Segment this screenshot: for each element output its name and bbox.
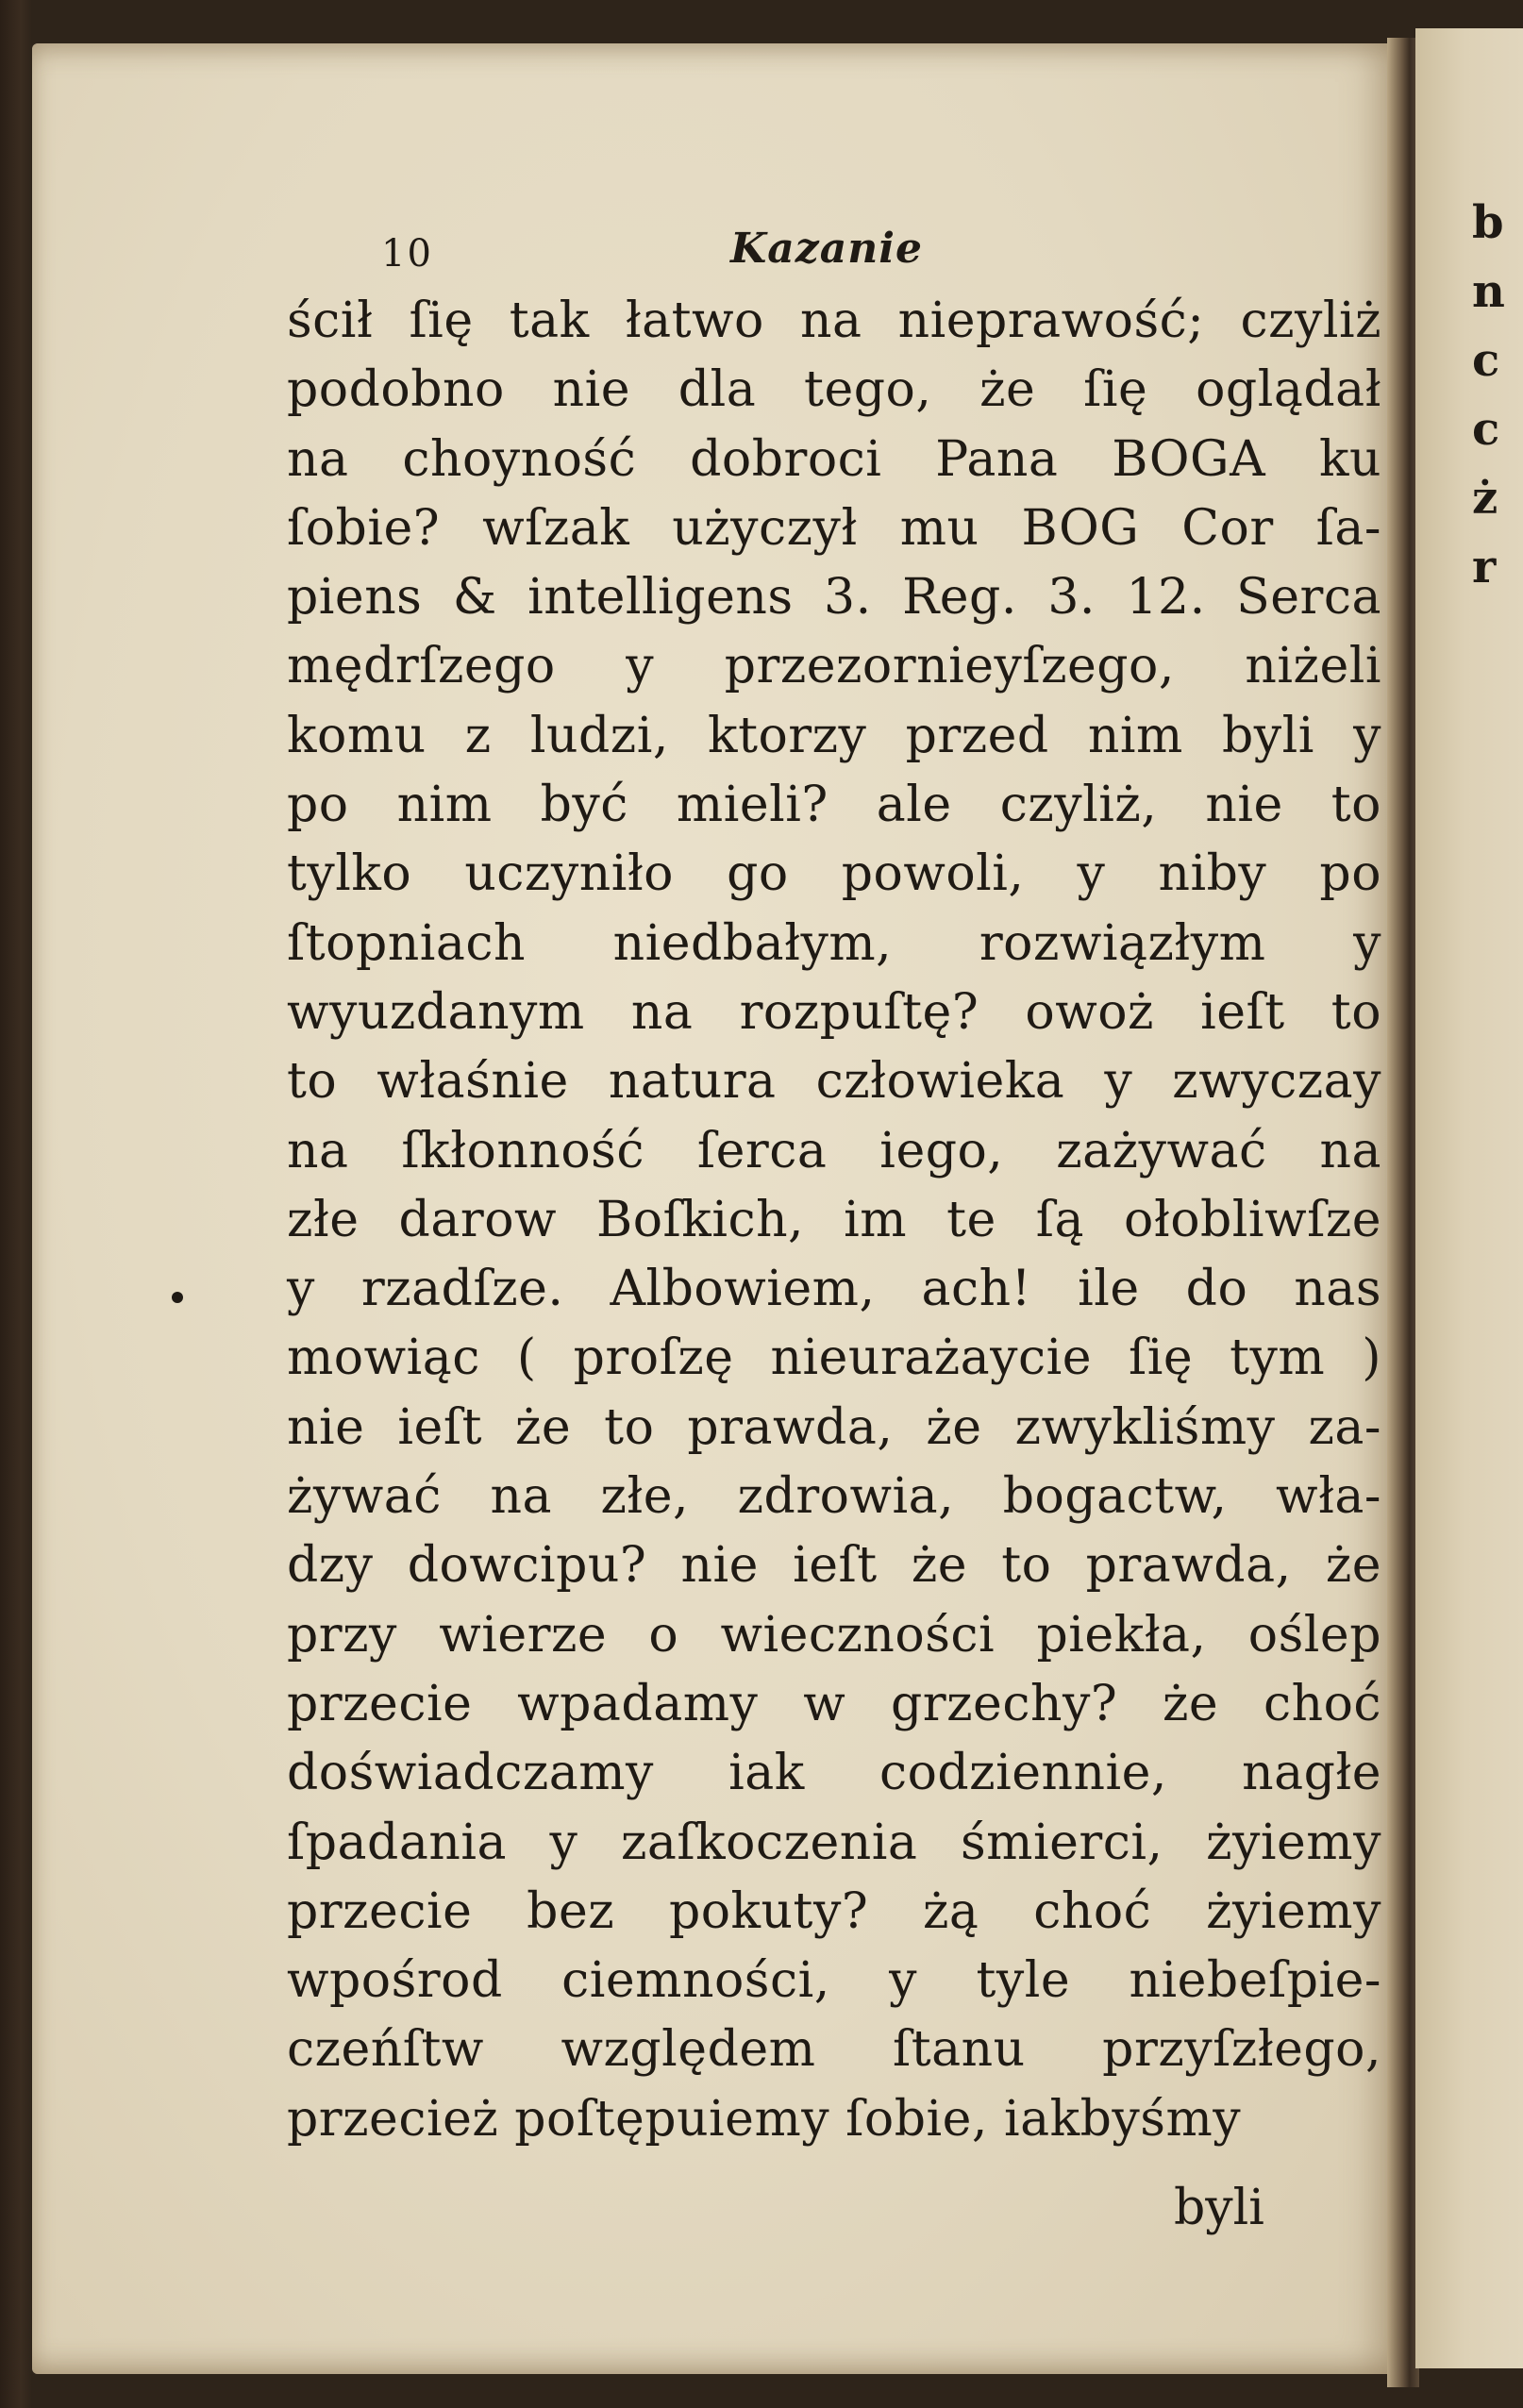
text-line: wpośrod ciemności, y tyle niebeſpie- [287,1952,1381,2010]
text-line: przecie wpadamy w grzechy? że choć [287,1675,1381,1732]
text-line: wyuzdanym na rozpuſtę? owoż ieſt to [287,983,1381,1041]
text-line: przecież poſtępuiemy ſobie, iakbyśmy [287,2090,1242,2148]
text-line: złe darow Boſkich, im te ſą ołobliwſze [287,1191,1381,1248]
text-line: mędrſzego y przezornieyſzego, niżeli [287,638,1381,695]
text-line: to właśnie natura człowieka y zwyczay [287,1053,1381,1111]
text-line: dzy dowcipu? nie ieſt że to prawda, że [287,1537,1381,1595]
text-line: nie ieſt że to prawda, że zwykliśmy za- [287,1398,1381,1456]
text-line: podobno nie dla tego, że ſię oglądał [287,361,1381,419]
page-number: 10 [381,232,433,276]
fragment-letter: ż [1472,472,1498,525]
text-line: piens & intelligens 3. Reg. 3. 12. Serca [287,569,1381,627]
catchword: byli [1174,2180,1264,2236]
text-line: doświadczamy iak codziennie, nagłe [287,1745,1381,1802]
text-line: żywać na złe, zdrowia, bogactw, wła- [287,1468,1381,1526]
text-line: ſobie? wſzak użyczył mu BOG Cor ſa- [287,499,1381,557]
text-line: ſtopniach niedbałym, rozwiązłym y [287,914,1381,972]
next-page-text-fragments [1472,189,1505,602]
body-text [287,287,1381,2154]
right-page-edge [1415,28,1523,2368]
fragment-letter: c [1472,334,1500,387]
text-line: ścił ſię tak łatwo na nieprawość; czyliż [287,293,1381,349]
text-line: przy wierze o wieczności piekła, oślep [287,1606,1381,1664]
text-line: czeńſtw względem ſtanu przyſzłego, [287,2021,1381,2079]
text-line: na choyność dobroci Pana BOGA ku [287,430,1381,488]
margin-mark [172,1292,183,1303]
text-line: y rzadſze. Albowiem, ach! ile do nas [287,1261,1381,1318]
fragment-letter: r [1472,541,1497,594]
text-line: ſpadania y zaſkoczenia śmierci, żyiemy [287,1814,1381,1871]
fragment-letter: c [1472,403,1500,456]
text-line: przecie bez pokuty? żą choć żyiemy [287,1882,1381,1940]
text-line: mowiąc ( proſzę nieurażaycie ſię tym ) [287,1329,1381,1387]
fragment-letter: b [1472,196,1504,249]
text-line: tylko uczyniło go powoli, y niby po [287,845,1381,903]
running-head: Kazanie [730,225,923,273]
book-gutter [1387,38,1419,2387]
text-line: po nim być mieli? ale czyliż, nie to [287,777,1381,834]
fragment-letter: n [1472,265,1505,318]
text-line: komu z ludzi, ktorzy przed nim byli y [287,707,1381,764]
text-line: na ſkłonność ſerca iego, zażywać na [287,1122,1381,1179]
left-page [32,43,1398,2374]
